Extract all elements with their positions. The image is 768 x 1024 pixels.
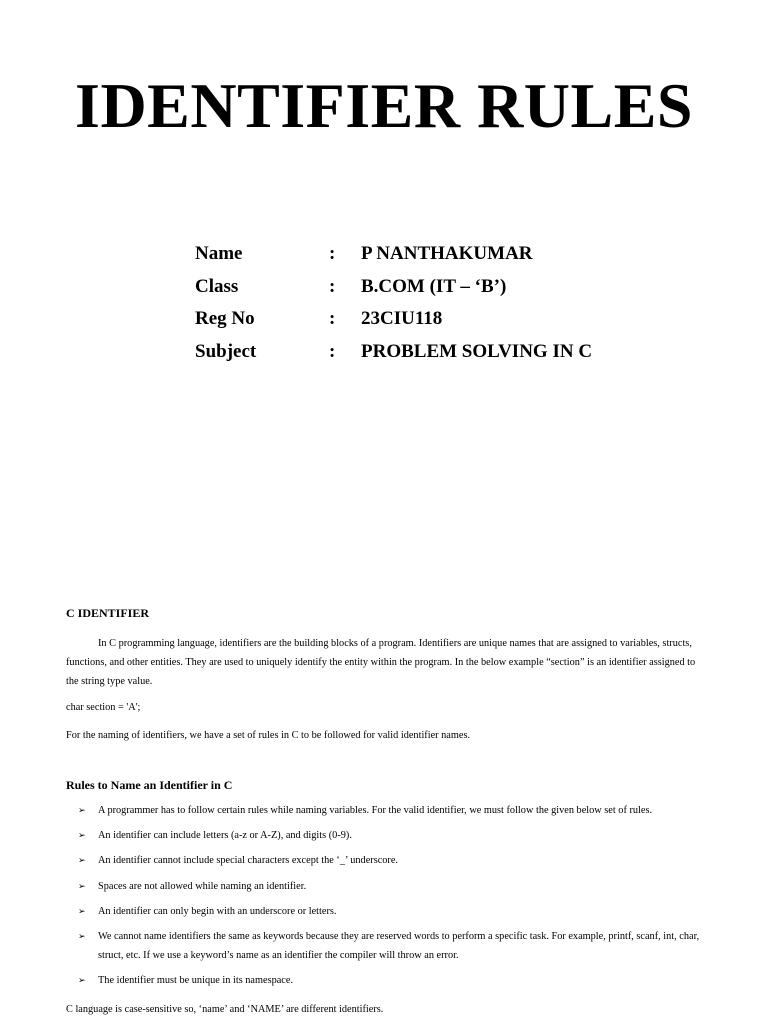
- info-value: PROBLEM SOLVING IN C: [361, 340, 593, 362]
- rule-text: A programmer has to follow certain rules while naming variables. For the valid identifier, we must follow the given below set of rules.: [98, 805, 653, 816]
- info-separator: :: [329, 308, 336, 330]
- info-label: Subject: [195, 340, 257, 362]
- rule-text: We cannot name identifiers the same as keywords because they are reserved words to perform a specific task. For example, printf, scanf, int, char, struct, etc. If we use a keyword’s name as an identifier the compiler will throw an error.: [98, 930, 700, 961]
- arrow-bullet-icon: ➢: [78, 880, 86, 891]
- info-row-reg-no: [195, 305, 675, 338]
- info-separator: :: [329, 275, 336, 297]
- info-row-name: [195, 240, 675, 273]
- closing-paragraph: C language is case-sensitive so, ‘name’ and ‘NAME’ are different identifiers.: [66, 1004, 384, 1015]
- arrow-bullet-icon: ➢: [78, 805, 86, 815]
- info-label: Reg No: [195, 308, 255, 330]
- list-item: [78, 801, 708, 820]
- info-value: P NANTHAKUMAR: [361, 243, 533, 264]
- info-value: 23CIU118: [361, 308, 443, 330]
- rule-text: An identifier can include letters (a-z or A-Z), and digits (0-9).: [98, 830, 352, 842]
- list-item: [78, 877, 708, 896]
- arrow-bullet-icon: ➢: [78, 855, 86, 866]
- info-value: B.COM (IT – ‘B’): [361, 275, 507, 297]
- intro-paragraph: In C programming language, identifiers are the building blocks of a program. Identifiers are unique names that are assigned to variables, structs, functions, and other entities. They are used to uniquely identify the entity within the program. In the below example “section” is an identifier assigned to the string type value.: [66, 638, 696, 687]
- page-title: IDENTIFIER RULES: [75, 70, 693, 141]
- section-heading-c-identifier: C IDENTIFIER: [66, 606, 150, 620]
- info-separator: :: [329, 243, 336, 264]
- list-item: [78, 927, 708, 965]
- rule-text: The identifier must be unique in its namespace.: [98, 975, 294, 987]
- info-separator: :: [329, 340, 336, 362]
- list-item: [78, 971, 708, 990]
- arrow-bullet-icon: ➢: [78, 830, 86, 841]
- info-label: Name: [195, 243, 243, 264]
- info-row-class: [195, 273, 675, 306]
- code-example: char section = 'A';: [66, 702, 141, 713]
- info-row-subject: [195, 338, 675, 371]
- rule-text: An identifier can only begin with an underscore or letters.: [98, 905, 337, 917]
- arrow-bullet-icon: ➢: [78, 930, 86, 941]
- list-item: [78, 851, 708, 870]
- rules-list: [78, 801, 708, 996]
- arrow-bullet-icon: ➢: [78, 975, 86, 986]
- list-item: [78, 902, 708, 921]
- list-item: [78, 826, 708, 845]
- naming-paragraph: For the naming of identifiers, we have a set of rules in C to be followed for valid identifier names.: [66, 730, 471, 741]
- student-info-table: [195, 240, 675, 370]
- rule-text: An identifier cannot include special characters except the ‘_’ underscore.: [98, 855, 398, 867]
- section-heading-rules: Rules to Name an Identifier in C: [66, 778, 233, 792]
- info-label: Class: [195, 275, 239, 297]
- arrow-bullet-icon: ➢: [78, 905, 86, 916]
- rule-text: Spaces are not allowed while naming an identifier.: [98, 880, 307, 892]
